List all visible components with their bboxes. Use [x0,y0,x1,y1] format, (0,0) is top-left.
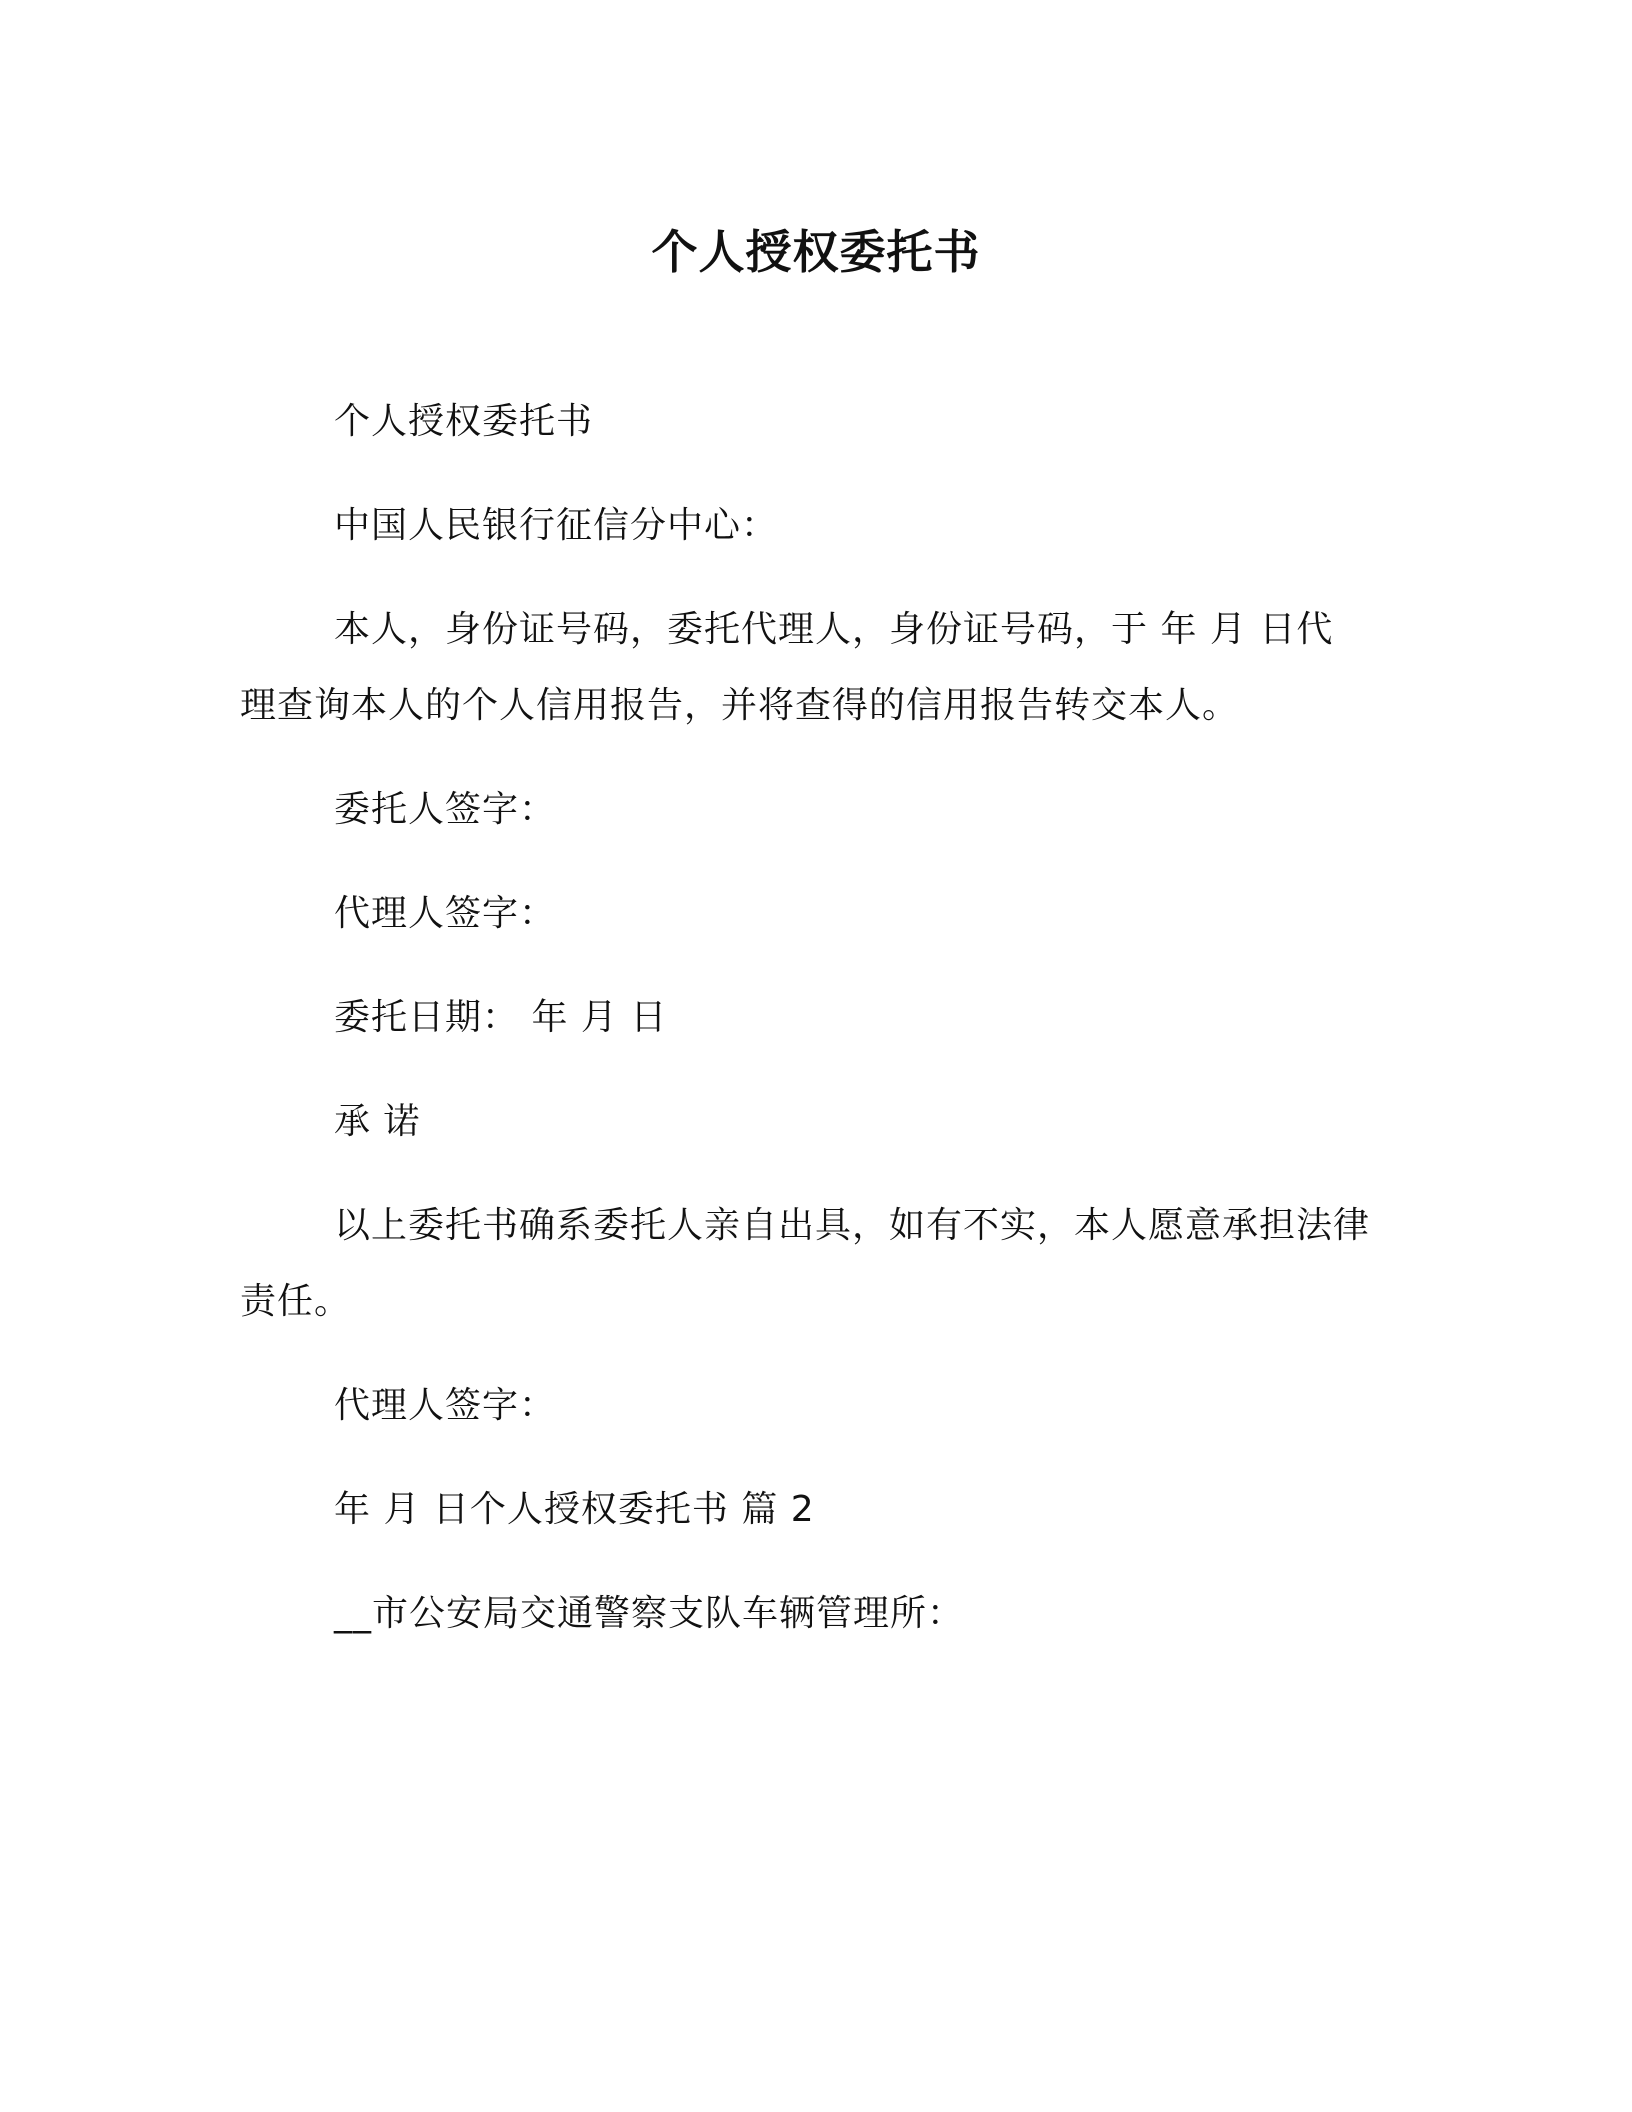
pledge-heading: 承 诺 [334,1101,421,1142]
agent-signature-line: 代理人签字： [334,893,557,934]
addressee-line: 中国人民银行征信分中心： [334,505,779,546]
agent-signature-line-2: 代理人签字： [334,1385,557,1426]
body-paragraph-line-1: 本人，身份证号码，委托代理人，身份证号码，于 年 月 日代 [334,609,1334,650]
vehicle-office-addressee-line: __市公安局交通警察支队车辆管理所： [334,1593,965,1634]
pledge-paragraph-line-2: 责任。 [240,1281,352,1322]
entrust-date-line: 委托日期： 年 月 日 [334,997,668,1038]
date-and-section-title-line: 年 月 日个人授权委托书 篇 2 [334,1489,815,1530]
principal-signature-line: 委托人签字： [334,789,557,830]
document-title: 个人授权委托书 [651,225,981,279]
pledge-paragraph-line-1: 以上委托书确系委托人亲自出具，如有不实，本人愿意承担法律 [334,1205,1371,1246]
subtitle-line: 个人授权委托书 [334,401,594,442]
body-paragraph-line-2: 理查询本人的个人信用报告，并将查得的信用报告转交本人。 [240,685,1240,726]
